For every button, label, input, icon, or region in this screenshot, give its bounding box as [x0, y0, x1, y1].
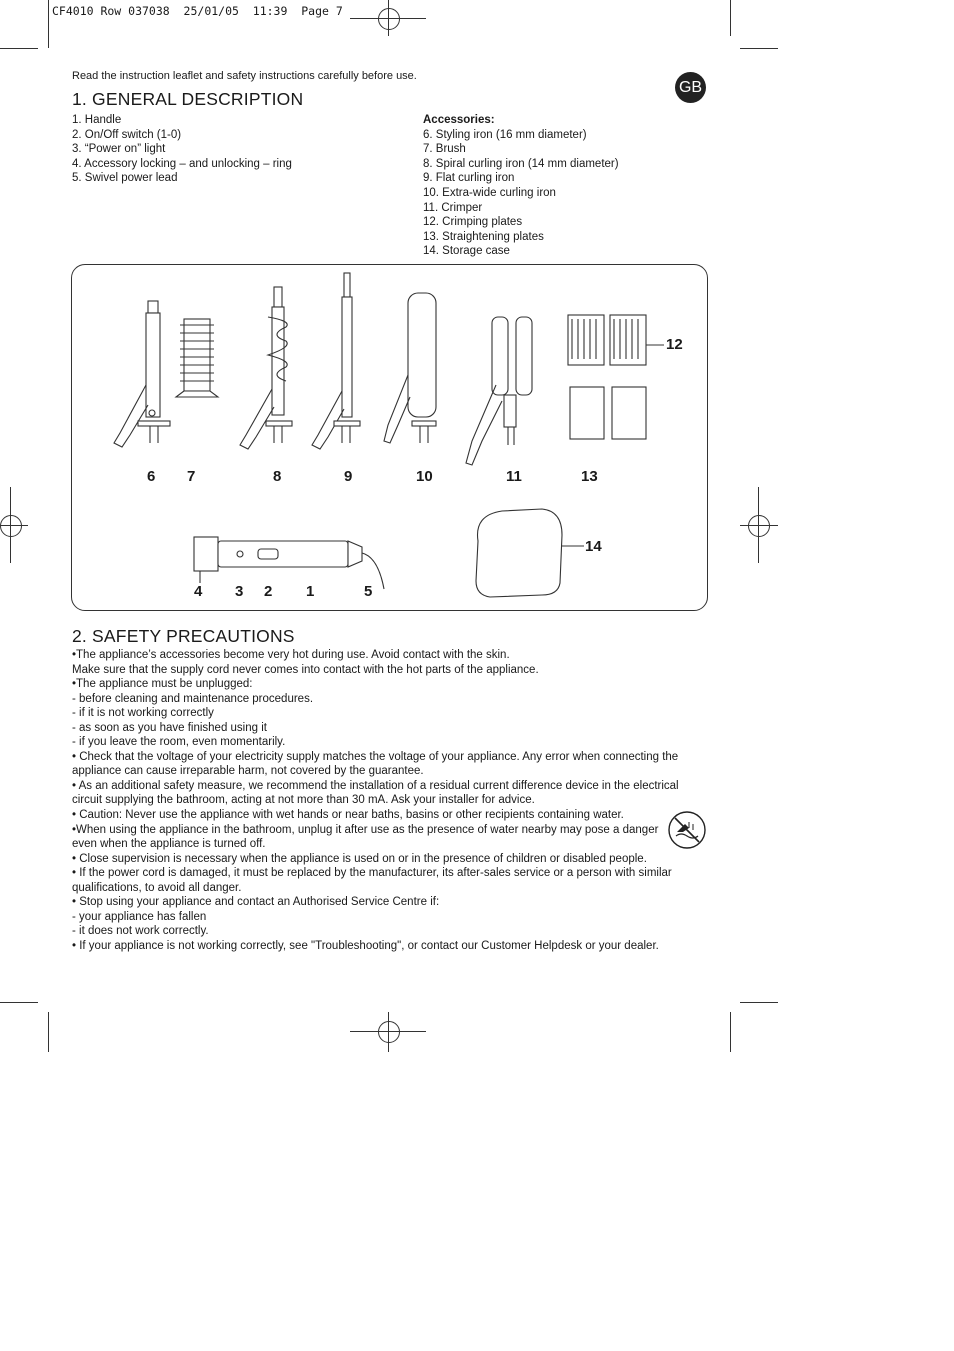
safety-line: • If your appliance is not working correctly, see "Troubleshooting", or contact our Customer Helpdesk or your dealer. — [72, 939, 659, 952]
safety-line: • Close supervision is necessary when the appliance is used on or in the presence of children or disabled people. — [72, 852, 647, 865]
main-appliance-drawing — [194, 537, 384, 589]
intro-note: Read the instruction leaflet and safety instructions carefully before use. — [72, 70, 417, 82]
crop-mark — [730, 1012, 731, 1052]
figure-label-3: 3 — [235, 583, 244, 600]
crimper-drawing — [466, 317, 532, 465]
print-header: CF4010 Row 037038 25/01/05 11:39 Page 7 — [52, 4, 343, 18]
list-item: 11. Crimper — [423, 201, 483, 214]
figure-label-10: 10 — [416, 468, 433, 485]
section1-title: 1. GENERAL DESCRIPTION — [72, 89, 304, 109]
safety-line: • Check that the voltage of your electricity supply matches the voltage of your appliance. Any error when connecting the appliance can cause irreparable harm, not covered by the guarantee. — [72, 750, 679, 778]
crop-mark — [48, 0, 49, 48]
figure-label-12: 12 — [666, 336, 683, 353]
safety-line: - if you leave the room, even momentarily. — [72, 736, 286, 749]
list-item: 3. “Power on” light — [72, 143, 166, 156]
language-badge: GB — [675, 72, 706, 103]
crop-mark — [48, 1012, 49, 1052]
crop-mark — [740, 48, 778, 49]
crop-mark — [0, 1002, 38, 1003]
list-item: 10. Extra-wide curling iron — [423, 186, 556, 199]
no-water-warning-icon — [667, 810, 707, 855]
list-item: 1. Handle — [72, 114, 122, 126]
list-item: 14. Storage case — [423, 245, 510, 258]
safety-line: - your appliance has fallen — [72, 910, 207, 923]
safety-text — [72, 648, 704, 953]
flat-curling-iron-drawing — [312, 273, 360, 449]
crop-mark — [730, 0, 731, 36]
crop-mark — [740, 1002, 778, 1003]
figure-label-8: 8 — [273, 468, 282, 485]
crop-mark — [0, 48, 38, 49]
figure-label-7: 7 — [187, 468, 196, 485]
accessories-list — [423, 113, 619, 259]
safety-line: - if it is not working correctly — [72, 707, 214, 720]
safety-line: •When using the appliance in the bathroom, unplug it after use as the presence of water nearby may pose a danger even when the appliance is turned off. — [72, 823, 659, 851]
product-illustration — [71, 264, 708, 611]
list-item: 7. Brush — [423, 143, 466, 156]
safety-line: •The appliance’s accessories become very hot during use. Avoid contact with the skin. — [72, 649, 510, 661]
wide-curling-iron-drawing — [384, 293, 436, 443]
safety-line: - before cleaning and maintenance procedures. — [72, 692, 314, 705]
straightening-plates-drawing — [570, 387, 646, 439]
safety-line: Make sure that the supply cord never comes into contact with the hot parts of the appliance. — [72, 663, 539, 676]
registration-mark — [748, 515, 770, 537]
list-item: 5. Swivel power lead — [72, 172, 178, 185]
figure-label-11: 11 — [506, 468, 522, 485]
list-item: 6. Styling iron (16 mm diameter) — [423, 128, 587, 141]
registration-mark — [0, 515, 22, 537]
figure-label-9: 9 — [344, 468, 353, 485]
list-item: 8. Spiral curling iron (14 mm diameter) — [423, 157, 619, 170]
styling-iron-drawing — [114, 301, 170, 447]
figure-label-14: 14 — [585, 538, 602, 555]
registration-mark — [378, 8, 400, 30]
registration-mark — [378, 1021, 400, 1043]
parts-list — [72, 113, 292, 186]
list-item: 2. On/Off switch (1-0) — [72, 128, 182, 141]
safety-line: • If the power cord is damaged, it must be replaced by the manufacturer, its after-sales service or a person with similar qualifications, to avoid all danger. — [72, 867, 672, 894]
figure-label-13: 13 — [581, 468, 598, 485]
figure-label-5: 5 — [364, 583, 373, 600]
safety-line: • As an additional safety measure, we recommend the installation of a residual current difference device in the electrical circuit supplying the bathroom, acting at not more than 30 mA. Ask your installer for advice. — [72, 779, 679, 807]
safety-line: - as soon as you have finished using it — [72, 721, 267, 734]
figure-label-1: 1 — [306, 583, 315, 600]
section2-title: 2. SAFETY PRECAUTIONS — [72, 626, 295, 646]
list-item: 12. Crimping plates — [423, 216, 523, 229]
brush-drawing — [176, 319, 218, 397]
list-item: 9. Flat curling iron — [423, 172, 515, 185]
safety-line: •The appliance must be unplugged: — [72, 678, 253, 691]
crimping-plates-drawing — [568, 315, 664, 365]
spiral-iron-drawing — [240, 287, 292, 449]
accessories-heading: Accessories: — [423, 114, 495, 126]
safety-line: - it does not work correctly. — [72, 925, 209, 938]
safety-line: • Caution: Never use the appliance with wet hands or near baths, basins or other recipients containing water. — [72, 809, 624, 822]
figure-label-6: 6 — [147, 468, 156, 485]
safety-line: • Stop using your appliance and contact an Authorised Service Centre if: — [72, 896, 440, 909]
list-item: 13. Straightening plates — [423, 230, 544, 243]
accessories-drawing — [72, 265, 707, 610]
list-item: 4. Accessory locking – and unlocking – ring — [72, 157, 292, 170]
figure-label-2: 2 — [264, 583, 273, 600]
figure-label-4: 4 — [194, 583, 203, 600]
storage-case-drawing — [476, 509, 584, 597]
